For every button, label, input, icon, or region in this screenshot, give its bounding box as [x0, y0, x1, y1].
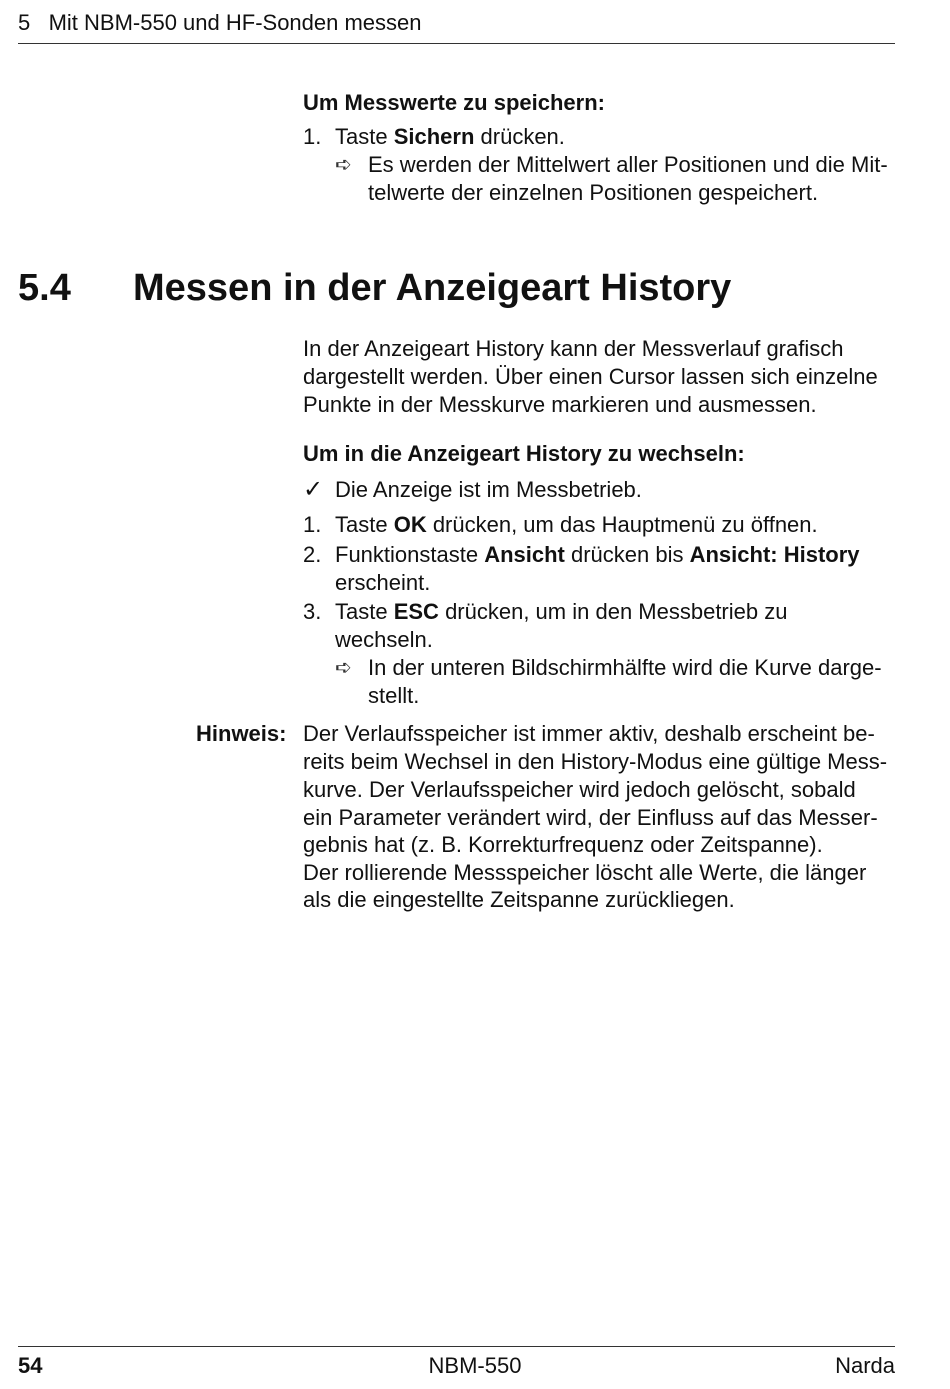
note-label: Hinweis: [196, 721, 287, 746]
step-2-line-2: erscheint. [335, 570, 431, 595]
footer-rule [18, 1346, 895, 1347]
step-1-number: 1. [303, 512, 322, 537]
running-header: 5 Mit NBM-550 und HF-Sonden messen [18, 10, 422, 35]
note-line-1: Der Verlaufsspeicher ist immer aktiv, deshalb erscheint be- [303, 721, 875, 746]
note-line-7: als die eingestellte Zeitspanne zurückliegen. [303, 887, 735, 912]
key-ansicht-history: Ansicht: History [689, 542, 860, 567]
key-sichern: Sichern [393, 124, 475, 149]
step-3-line-1: Taste ESC drücken, um in den Messbetrieb zu [335, 599, 788, 624]
footer-brand: Narda [835, 1353, 895, 1378]
step-2-number: 2. [303, 542, 322, 567]
result-arrow-icon: ➪ [335, 154, 352, 176]
step-1-text: Taste OK drücken, um das Hauptmenü zu öffnen. [335, 512, 818, 537]
save-step-number: 1. [303, 124, 322, 149]
note-line-2: reits beim Wechsel in den History-Modus eine gültige Mess- [303, 749, 888, 774]
intro-line-2: dargestellt werden. Über einen Cursor lassen sich einzelne [303, 364, 878, 389]
footer-product: NBM-550 [428, 1353, 522, 1378]
step-2-line-1: Funktionstaste Ansicht drücken bis Ansicht: History [335, 542, 860, 567]
step-3-result-line-1: In der unteren Bildschirmhälfte wird die Kurve darge- [368, 655, 882, 680]
step-3-result-line-2: stellt. [368, 683, 420, 708]
section-title: Messen in der Anzeigeart History [133, 267, 732, 309]
save-heading: Um Messwerte zu speichern: [303, 90, 605, 115]
page-number: 54 [18, 1353, 43, 1378]
key-ansicht: Ansicht [484, 542, 565, 567]
header-rule [18, 43, 895, 44]
precondition-text: Die Anzeige ist im Messbetrieb. [335, 477, 642, 502]
switch-heading: Um in die Anzeigeart History zu wechseln: [303, 441, 745, 466]
step-3-line-2: wechseln. [335, 627, 433, 652]
save-result-line-1: Es werden der Mittelwert aller Positionen und die Mit- [368, 152, 888, 177]
note-line-5: gebnis hat (z. B. Korrekturfrequenz oder Zeitspanne). [303, 832, 823, 857]
intro-line-3: Punkte in der Messkurve markieren und ausmessen. [303, 392, 817, 417]
intro-line-1: In der Anzeigeart History kann der Messverlauf grafisch [303, 336, 844, 361]
note-line-6: Der rollierende Messspeicher löscht alle Werte, die länger [303, 860, 867, 885]
save-step-1: Taste Sichern drücken. [335, 124, 565, 149]
note-line-4: ein Parameter verändert wird, der Einfluss auf das Messer- [303, 805, 878, 830]
save-result-line-2: telwerte der einzelnen Positionen gespeichert. [368, 180, 819, 205]
note-line-3: kurve. Der Verlaufsspeicher wird jedoch gelöscht, sobald [303, 777, 856, 802]
key-ok: OK [393, 512, 427, 537]
key-esc: ESC [393, 599, 439, 624]
checkmark-icon: ✓ [303, 476, 324, 503]
step-3-number: 3. [303, 599, 322, 624]
result-arrow-icon: ➪ [335, 657, 352, 679]
section-number: 5.4 [18, 267, 71, 309]
